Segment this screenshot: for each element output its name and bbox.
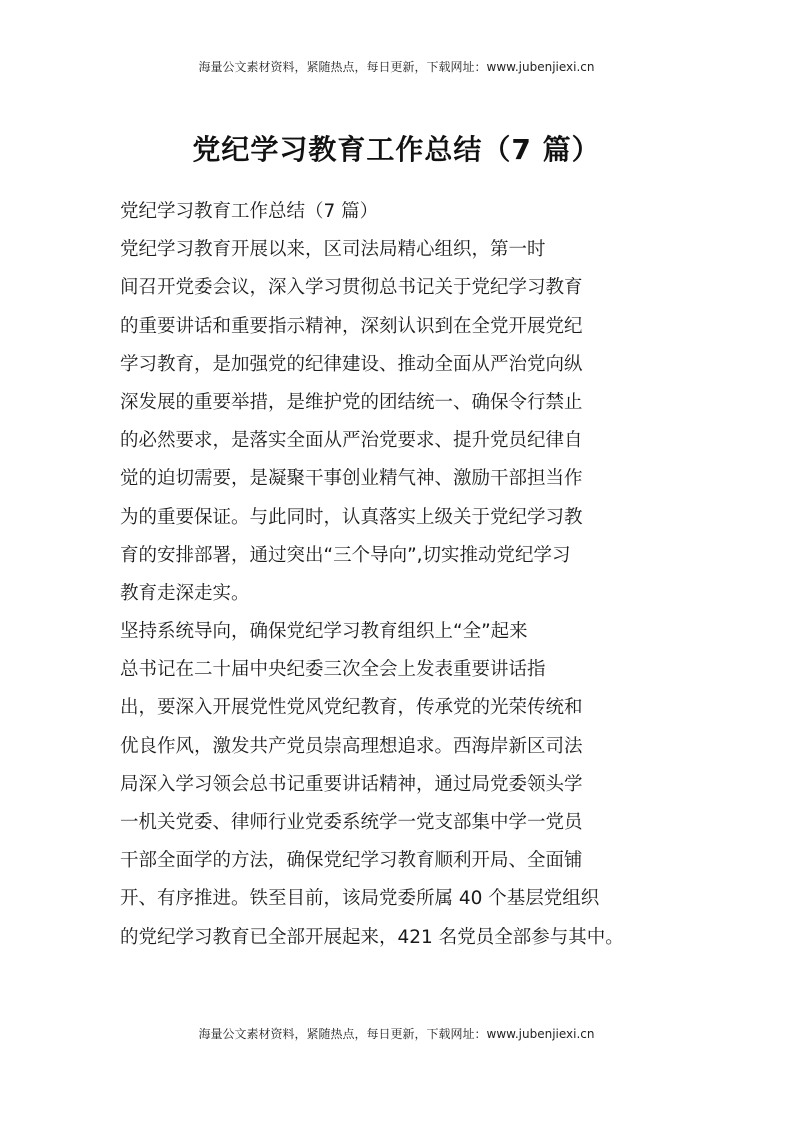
body-line: 为的重要保证。与此同时，认真落实上级关于党纪学习教 — [120, 506, 583, 528]
body-line: 教育走深走实。 — [120, 582, 250, 604]
body-line: 的必然要求，是落实全面从严治党要求、提升党员纪律自 — [120, 430, 583, 452]
body-line: 一机关党委、律师行业党委系统学一党支部集中学一党员 — [120, 812, 583, 833]
body-line: 局深入学习领会总书记重要讲话精神，通过局党委领头学 — [120, 773, 583, 795]
body-line: 党纪学习教育工作总结（7 篇） — [120, 201, 379, 222]
section-heading: 坚持系统导向，确保党纪学习教育组织上“全”起来 — [120, 621, 528, 643]
body-line: 出，要深入开展党性党风党纪教育，传承党的光荣传统和 — [120, 697, 583, 719]
body-line: 总书记在二十届中央纪委三次全会上发表重要讲话指 — [120, 659, 546, 681]
body-line: 开、有序推进。铁至目前，该局党委所属 40 个基层党组织 — [120, 888, 600, 910]
body-line: 学习教育，是加强党的纪律建设、推动全面从严治党向纵 — [120, 353, 583, 375]
body-line: 间召开党委会议，深入学习贯彻总书记关于党纪学习教育 — [120, 277, 583, 299]
body-line: 的重要讲话和重要指示精神，深刻认识到在全党开展党纪 — [120, 315, 583, 337]
body-line: 觉的迫切需要，是凝聚干事创业精气神、激励干部担当作 — [120, 468, 583, 490]
body-line: 党纪学习教育开展以来，区司法局精心组织，第一时 — [120, 239, 546, 261]
document-title: 党纪学习教育工作总结（7 篇） — [192, 133, 601, 166]
header-note: 海量公文素材资料，紧随热点，每日更新，下载网址：www.jubenjiexi.cn — [198, 60, 595, 74]
document-body — [120, 193, 680, 957]
body-line: 深发展的重要举措，是维护党的团结统一、确保令行禁止 — [120, 391, 583, 413]
body-line: 优良作风，激发共产党员崇高理想追求。西海岸新区司法 — [120, 735, 583, 757]
footer-note: 海量公文素材资料，紧随热点，每日更新，下载网址：www.jubenjiexi.cn — [198, 1027, 595, 1041]
body-line: 育的安排部署，通过突出“三个导向”,切实推动党纪学习 — [120, 544, 571, 566]
body-line: 干部全面学的方法，确保党纪学习教育顺利开局、全面铺 — [120, 850, 583, 872]
body-line: 的党纪学习教育已全部开展起来，421 名党员全部参与其中。 — [120, 926, 624, 948]
